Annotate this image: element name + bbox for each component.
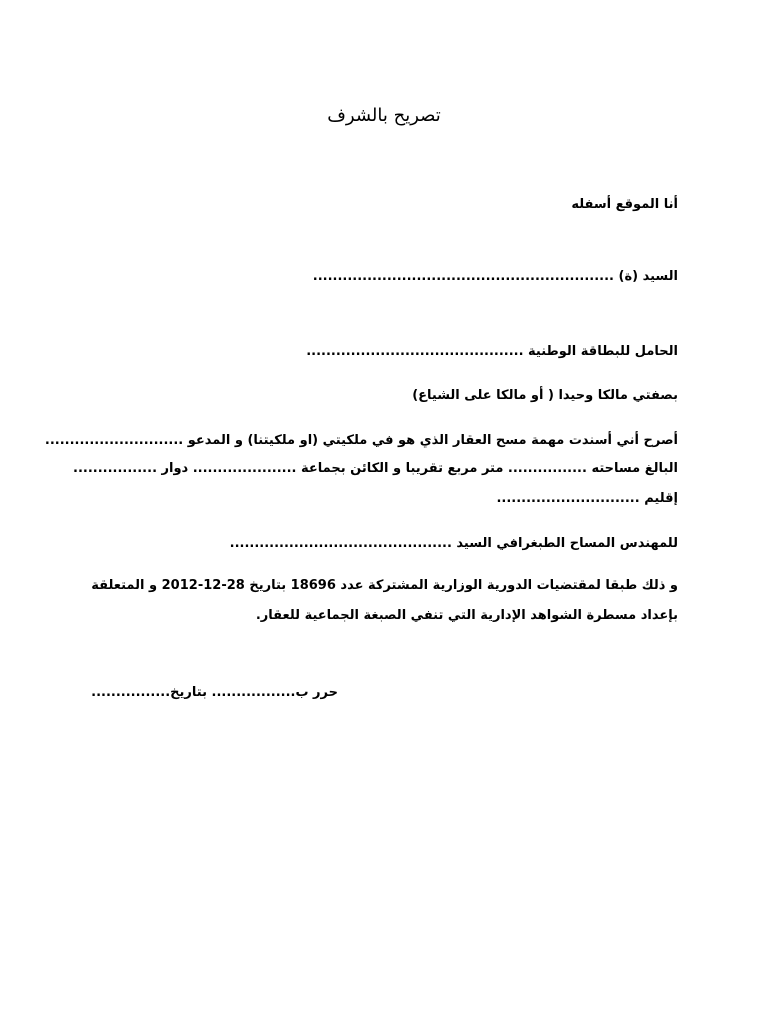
declaration-line-2: البالغ مساحته ................ متر مربع تقريبا و الكائن بجماعة ..................... دوار .................: [73, 461, 678, 476]
circular-reference-line-2: بإعداد مسطرة الشواهد الإدارية التي تنفي الصبغة الجماعية للعقار.: [255, 608, 678, 623]
surveyor-field-line: للمهندس المساح الطبغرافي السيد .............................................: [229, 536, 678, 551]
ownership-capacity-line: بصفتي مالكا وحيدا ( أو مالكا على الشياع): [412, 388, 678, 403]
document-title: تصريح بالشرف: [327, 105, 441, 126]
national-id-field-line: الحامل للبطاقة الوطنية ............................................: [306, 344, 678, 359]
intro-text: أنا الموقع أسفله: [571, 197, 678, 212]
name-field-line: السيد (ة) .............................................................: [312, 269, 678, 284]
signature-place-date-line: حرر ب................. بتاريخ................: [91, 685, 338, 700]
declaration-line-3: إقليم .............................: [496, 491, 678, 506]
declaration-line-1: أصرح أني أسندت مهمة مسح العقار الذي هو في ملكيتي (او ملكيتنا) و المدعو ............................: [44, 433, 678, 448]
circular-reference-line-1: و ذلك طبقا لمقتضيات الدورية الوزارية المشتركة عدد 18696 بتاريخ 28-12-2012 و المتعلقة: [91, 578, 678, 593]
